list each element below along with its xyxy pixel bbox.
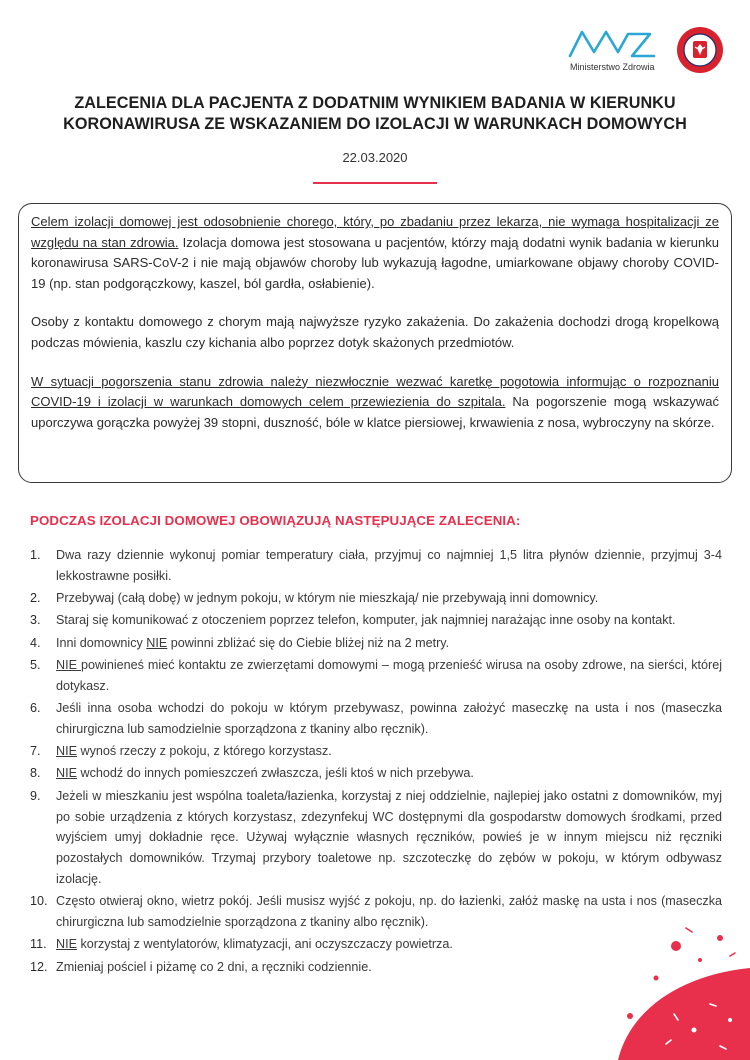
item-number: 11. [30,937,47,952]
item-number: 3. [30,613,41,628]
list-item [30,545,722,587]
item-number: 8. [30,766,41,781]
item-emphasis: NIE [146,635,168,650]
item-emphasis: NIE [56,766,77,781]
item-pre: Inni domownicy [56,635,147,650]
item-number: 10. [30,894,48,909]
item-text: Przebywaj (całą dobę) w jednym pokoju, w którym nie mieszkają/ nie przebywają inni domownicy. [56,591,599,606]
info-paragraph-1 [31,212,719,294]
decorative-corner-icon [570,920,750,1060]
section-heading: PODCZAS IZOLACJI DOMOWEJ OBOWIĄZUJĄ NASTĘPUJĄCE ZALECENIA: [30,513,521,528]
info-box [18,203,732,483]
sanitary-inspection-logo [676,26,724,74]
item-number: 9. [30,788,41,803]
info-p1-rest: Izolacja domowa jest stosowana u pacjentów, którzy mają dodatni wynik badania w kierunku koronawirusa SARS-CoV-2 i nie mają objawów choroby lub wykazują łagodne, umiarkowane objawy choroby COVID-19 (np. stan podgorączkowy, kaszel, ból gardła, osłabienie). [31,234,719,291]
item-number: 12. [30,959,48,974]
recommendations-list [30,545,722,979]
list-item [30,633,722,654]
item-number: 7. [30,744,41,759]
item-number: 2. [30,591,41,606]
item-text: korzystaj z wentylatorów, klimatyzacji, ani oczyszczaczy powietrza. [77,937,453,952]
info-paragraph-3 [31,372,719,434]
list-item [30,655,722,697]
item-emphasis: NIE [56,937,77,952]
info-p3-rest: Na pogorszenie mogą wskazywać uporczywa gorączka powyżej 39 stopni, duszność, bóle w klatce piersiowej, krwawienia z nosa, wybroczyny na skórze. [31,394,719,430]
info-paragraph-2: Osoby z kontaktu domowego z chorym mają najwyższe ryzyko zakażenia. Do zakażenia dochodzi drogą kropelkową podczas mówienia, kaszlu czy kichania albo poprzez dotyk skażonych przedmiotów. [31,314,719,350]
item-text: wynoś rzeczy z pokoju, z którego korzystasz. [77,744,332,759]
title-line-2: KORONAWIRUSA ZE WSKAZANIEM DO IZOLACJI W WARUNKACH DOMOWYCH [63,115,687,133]
item-number: 1. [30,548,41,562]
item-number: 5. [30,657,41,672]
list-item [30,698,722,740]
ministry-logo-caption: Ministerstwo Zdrowia [570,62,655,72]
item-text: Jeżeli w mieszkaniu jest wspólna toaleta/łazienka, korzystaj z niej oddzielnie, najlepiej jako ostatni z domowników, myj po sobie urządzenia z których korzystasz, zdezynfekuj WC dostępnymi dla gospodarstw domowych środkami, przed wyjściem umyj dokładnie ręce. Używaj wyłącznie własnych ręczników, powieś je w innym miejscu niż ręczniki pozostałych domowników. Trzymaj przybory toaletowe np. szczoteczkę do zębów w pokoju, w którym odbywasz izolację. [56,788,722,886]
list-item [30,741,722,762]
item-emphasis: NIE [56,744,77,759]
item-emphasis: NIE [56,657,81,672]
mz-logo-icon [566,26,658,62]
item-text: powinni zbliżać się do Ciebie bliżej niż na 2 metry. [167,635,450,650]
sanitary-inspection-seal-icon [676,26,724,74]
list-item [30,763,722,784]
item-text: Zmieniaj pościel i piżamę co 2 dni, a ręczniki codziennie. [56,959,372,974]
info-p1-underlined: Celem izolacji domowej jest odosobnienie chorego, który, po zbadaniu przez lekarza, nie wymaga hospitalizacji ze względu na stan zdrowia. [31,214,719,250]
item-number: 4. [30,635,41,650]
title-divider [313,182,437,184]
item-text: Dwa razy dziennie wykonuj pomiar temperatury ciała, przyjmuj co najmniej 1,5 litra płynów dziennie, przyjmuj 3-4 lekkostrawne posiłki. [56,548,722,583]
item-text: powinieneś mieć kontaktu ze zwierzętami domowymi – mogą przenieść wirusa na osoby zdrowe, na sierści, której dotykasz. [56,657,722,693]
document-date: 22.03.2020 [342,150,408,165]
list-item [30,588,722,609]
list-item [30,610,722,631]
list-item [30,786,722,890]
item-text: Jeśli inna osoba wchodzi do pokoju w którym przebywasz, powinna założyć maseczkę na usta i nos (maseczka chirurgiczna lub samodzielnie sporządzona z tkaniny albo ręcznik). [56,701,722,736]
item-text: Często otwieraj okno, wietrz pokój. Jeśli musisz wyjść z pokoju, np. do łazienki, załóż maskę na usta i nos (maseczka chirurgiczna lub samodzielnie sporządzona z tkaniny albo ręcznik). [56,894,722,930]
ministry-of-health-logo [566,26,658,74]
item-text: Staraj się komunikować z otoczeniem poprzez telefon, komputer, jak najmniej narażając inne osoby na kontakt. [56,613,676,628]
info-p3-underlined: W sytuacji pogorszenia stanu zdrowia należy niezwłocznie wezwać karetkę pogotowia informując o rozpoznaniu COVID-19 i izolacji w warunkach domowych celem przewiezienia do szpitala. [31,373,719,410]
title-line-1: ZALECENIA DLA PACJENTA Z DODATNIM WYNIKIEM BADANIA W KIERUNKU [74,94,676,112]
item-text: wchodź do innych pomieszczeń zwłaszcza, jeśli ktoś w nich przebywa. [77,766,474,781]
page-title [30,93,720,135]
item-number: 6. [30,701,41,716]
